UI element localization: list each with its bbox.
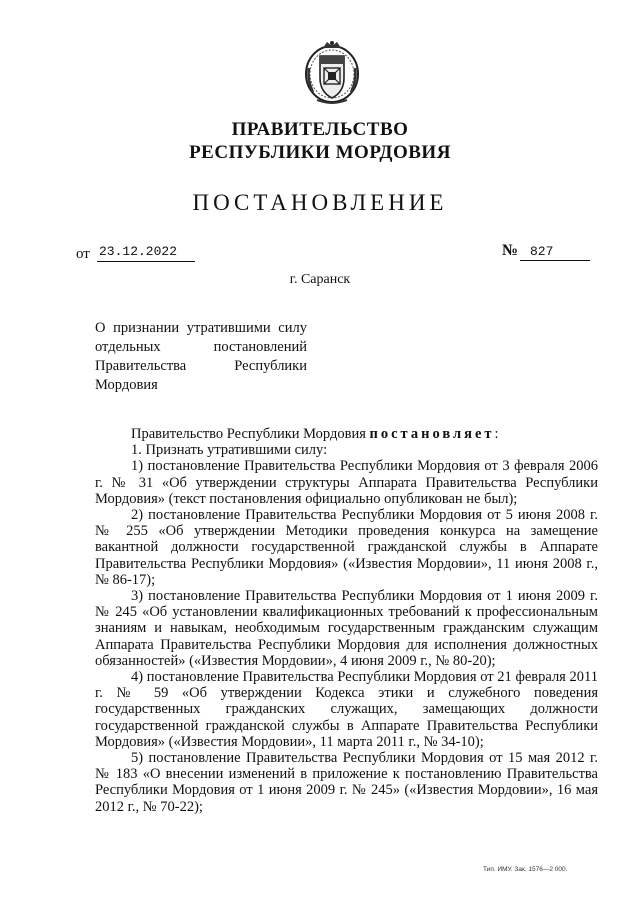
date-label: от: [76, 246, 90, 262]
date-value: 23.12.2022: [97, 244, 195, 262]
subject-line: Правительства Республики: [95, 358, 307, 374]
decree-word: постановляет: [369, 426, 495, 442]
government-subtitle: РЕСПУБЛИКИ МОРДОВИЯ: [189, 142, 451, 163]
number-value: 827: [520, 244, 590, 261]
subject-line: Мордовия: [95, 377, 158, 393]
paragraph: 1) постановление Правительства Республики Мордовия от 3 февраля 2006 г. № 31 «Об утверждении структуры Аппарата Правительства Республики Мордовия» (текст постановления официально опубликован не был);: [95, 458, 598, 507]
paragraph: 2) постановление Правительства Республики Мордовия от 5 июня 2008 г. № 255 «Об утверждении Методики проведения конкурса на замещение вакантной должности государственной гражданской службы в Аппарате Правительства Республики Мордовия» («Известия Мордовии», 11 июня 2008 г., № 86-17);: [95, 507, 598, 588]
intro-tail: :: [494, 426, 499, 442]
intro-text: Правительство Республики Мордовия: [131, 426, 366, 442]
print-footer: Тип. ИМУ. Зак. 1576—2 000.: [483, 866, 568, 873]
number-label: №: [502, 242, 519, 259]
paragraph: 1. Признать утратившими силу:: [131, 442, 328, 459]
coat-of-arms-icon: [303, 38, 361, 106]
document-type: ПОСТАНОВЛЕНИЕ: [192, 190, 448, 215]
paragraph: 5) постановление Правительства Республики Мордовия от 15 мая 2012 г. № 183 «О внесении изменений в приложение к постановлению Правительства Республики Мордовия от 1 июня 2009 г. № 245» («Известия Мордовии», 16 мая 2012 г., № 70-22);: [95, 750, 598, 815]
government-title: ПРАВИТЕЛЬСТВО: [231, 119, 409, 140]
paragraph: 4) постановление Правительства Республики Мордовия от 21 февраля 2011 г. № 59 «Об утверждении Кодекса этики и служебного поведения государственных гражданских служащих, замещающих должности государственной гражданской службы в Аппарате Правительства Республики Мордовия» («Известия Мордовии», 11 марта 2011 г., № 34-10);: [95, 669, 598, 750]
subject-line: отдельных постановлений: [95, 339, 307, 355]
intro-paragraph: [95, 426, 598, 442]
document-subject: [95, 319, 307, 395]
subject-line: О признании утратившими силу: [95, 320, 307, 336]
city: г. Саранск: [289, 272, 351, 287]
document-body: [95, 426, 598, 815]
paragraph: 3) постановление Правительства Республики Мордовия от 1 июня 2009 г. № 245 «Об установлении квалификационных требований к профессиональным знаниям и навыкам, необходимым государственным гражданским служащим Аппарата Правительства Республики Мордовия для исполнения должностных обязанностей» («Известия Мордовии», 4 июня 2009 г., № 80-20);: [95, 588, 598, 669]
